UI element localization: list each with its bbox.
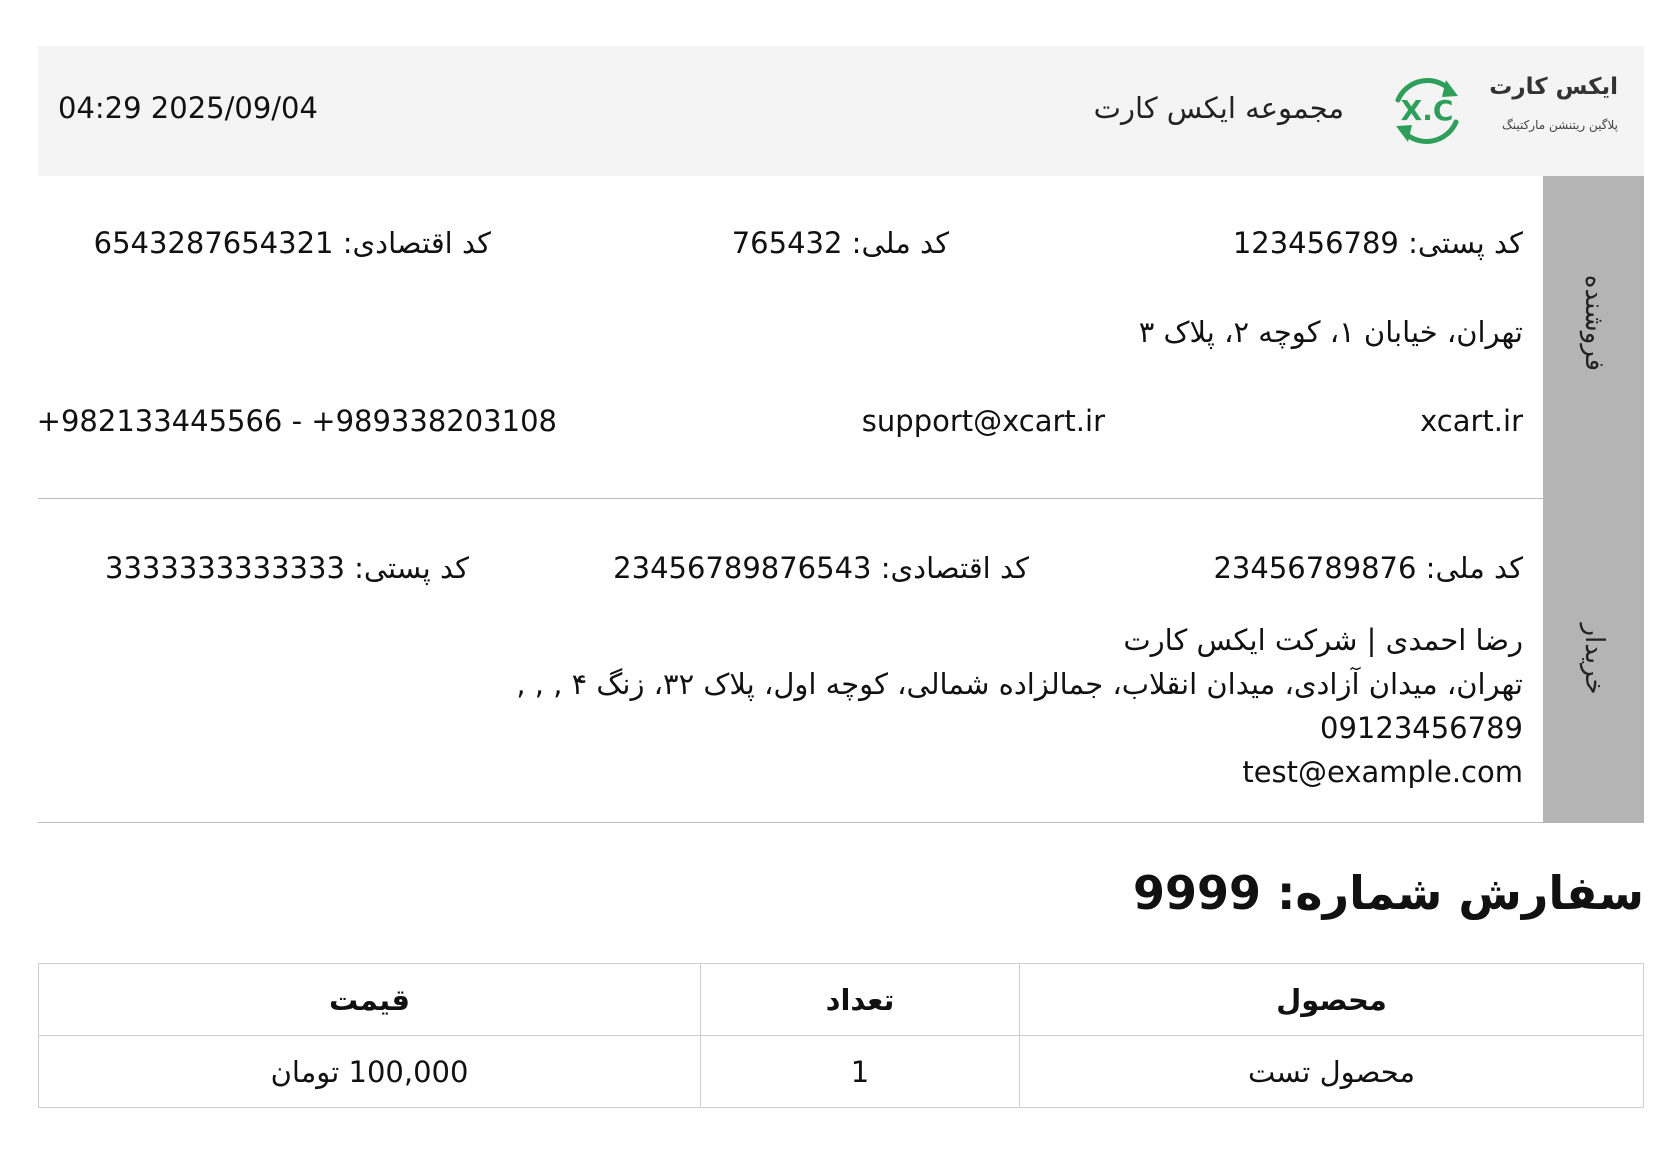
brand-tagline: پلاگین ریتنشن مارکتینگ <box>1501 118 1618 132</box>
seller-website: xcart.ir <box>1420 404 1523 438</box>
invoice-datetime: 04:29 2025/09/04 <box>58 91 318 125</box>
cell-product: محصول تست <box>1020 1036 1644 1108</box>
buyer-details <box>38 499 1543 823</box>
seller-details <box>38 176 1543 499</box>
column-header-price: قیمت <box>39 964 701 1036</box>
buyer-section <box>38 499 1644 823</box>
buyer-name-company: رضا احمدی | شرکت ایکس کارت <box>1123 623 1523 657</box>
seller-address: تهران، خیابان ۱، کوچه ۲، پلاک ۳ <box>1138 315 1523 349</box>
seller-side-label: فروشنده <box>1578 274 1609 372</box>
buyer-phone: 09123456789 <box>1320 711 1523 745</box>
buyer-email: test@example.com <box>1242 755 1523 789</box>
buyer-side-bar <box>1543 499 1644 823</box>
invoice-header <box>38 46 1644 176</box>
seller-economic-code: کد اقتصادی: 6543287654321 <box>93 226 491 260</box>
table-header-row <box>39 964 1644 1036</box>
seller-national-code: کد ملی: 765432 <box>731 226 949 260</box>
column-header-product: محصول <box>1020 964 1644 1036</box>
buyer-side-label: خریدار <box>1578 623 1609 695</box>
order-title: سفارش شماره: 9999 <box>1132 866 1644 920</box>
buyer-address: تهران، میدان آزادی، میدان انقلاب، جمالزاده شمالی، کوچه اول، پلاک ۳۲، زنگ ۴ , , , <box>516 667 1523 701</box>
order-items-table <box>38 963 1644 1108</box>
invoice-page <box>36 46 1644 1089</box>
seller-phones: +982133445566 - +989338203108 <box>36 404 557 438</box>
company-name: مجموعه ایکس کارت <box>1093 91 1344 125</box>
column-header-quantity: تعداد <box>701 964 1020 1036</box>
seller-postal-code: کد پستی: 123456789 <box>1232 226 1523 260</box>
brand <box>1488 74 1618 132</box>
seller-email: support@xcart.ir <box>861 404 1105 438</box>
cell-quantity: 1 <box>701 1036 1020 1108</box>
refresh-cycle-icon <box>1386 70 1468 152</box>
cell-price: 100,000 تومان <box>39 1036 701 1108</box>
table-row <box>39 1036 1644 1108</box>
seller-side-bar <box>1543 176 1644 499</box>
buyer-postal-code: کد پستی: 3333333333333 <box>105 551 469 585</box>
seller-section <box>38 176 1644 499</box>
brand-name: ایکس کارت <box>1489 74 1618 100</box>
buyer-economic-code: کد اقتصادی: 23456789876543 <box>613 551 1029 585</box>
logo-text: X.C <box>1400 94 1454 127</box>
buyer-national-code: کد ملی: 23456789876 <box>1213 551 1523 585</box>
